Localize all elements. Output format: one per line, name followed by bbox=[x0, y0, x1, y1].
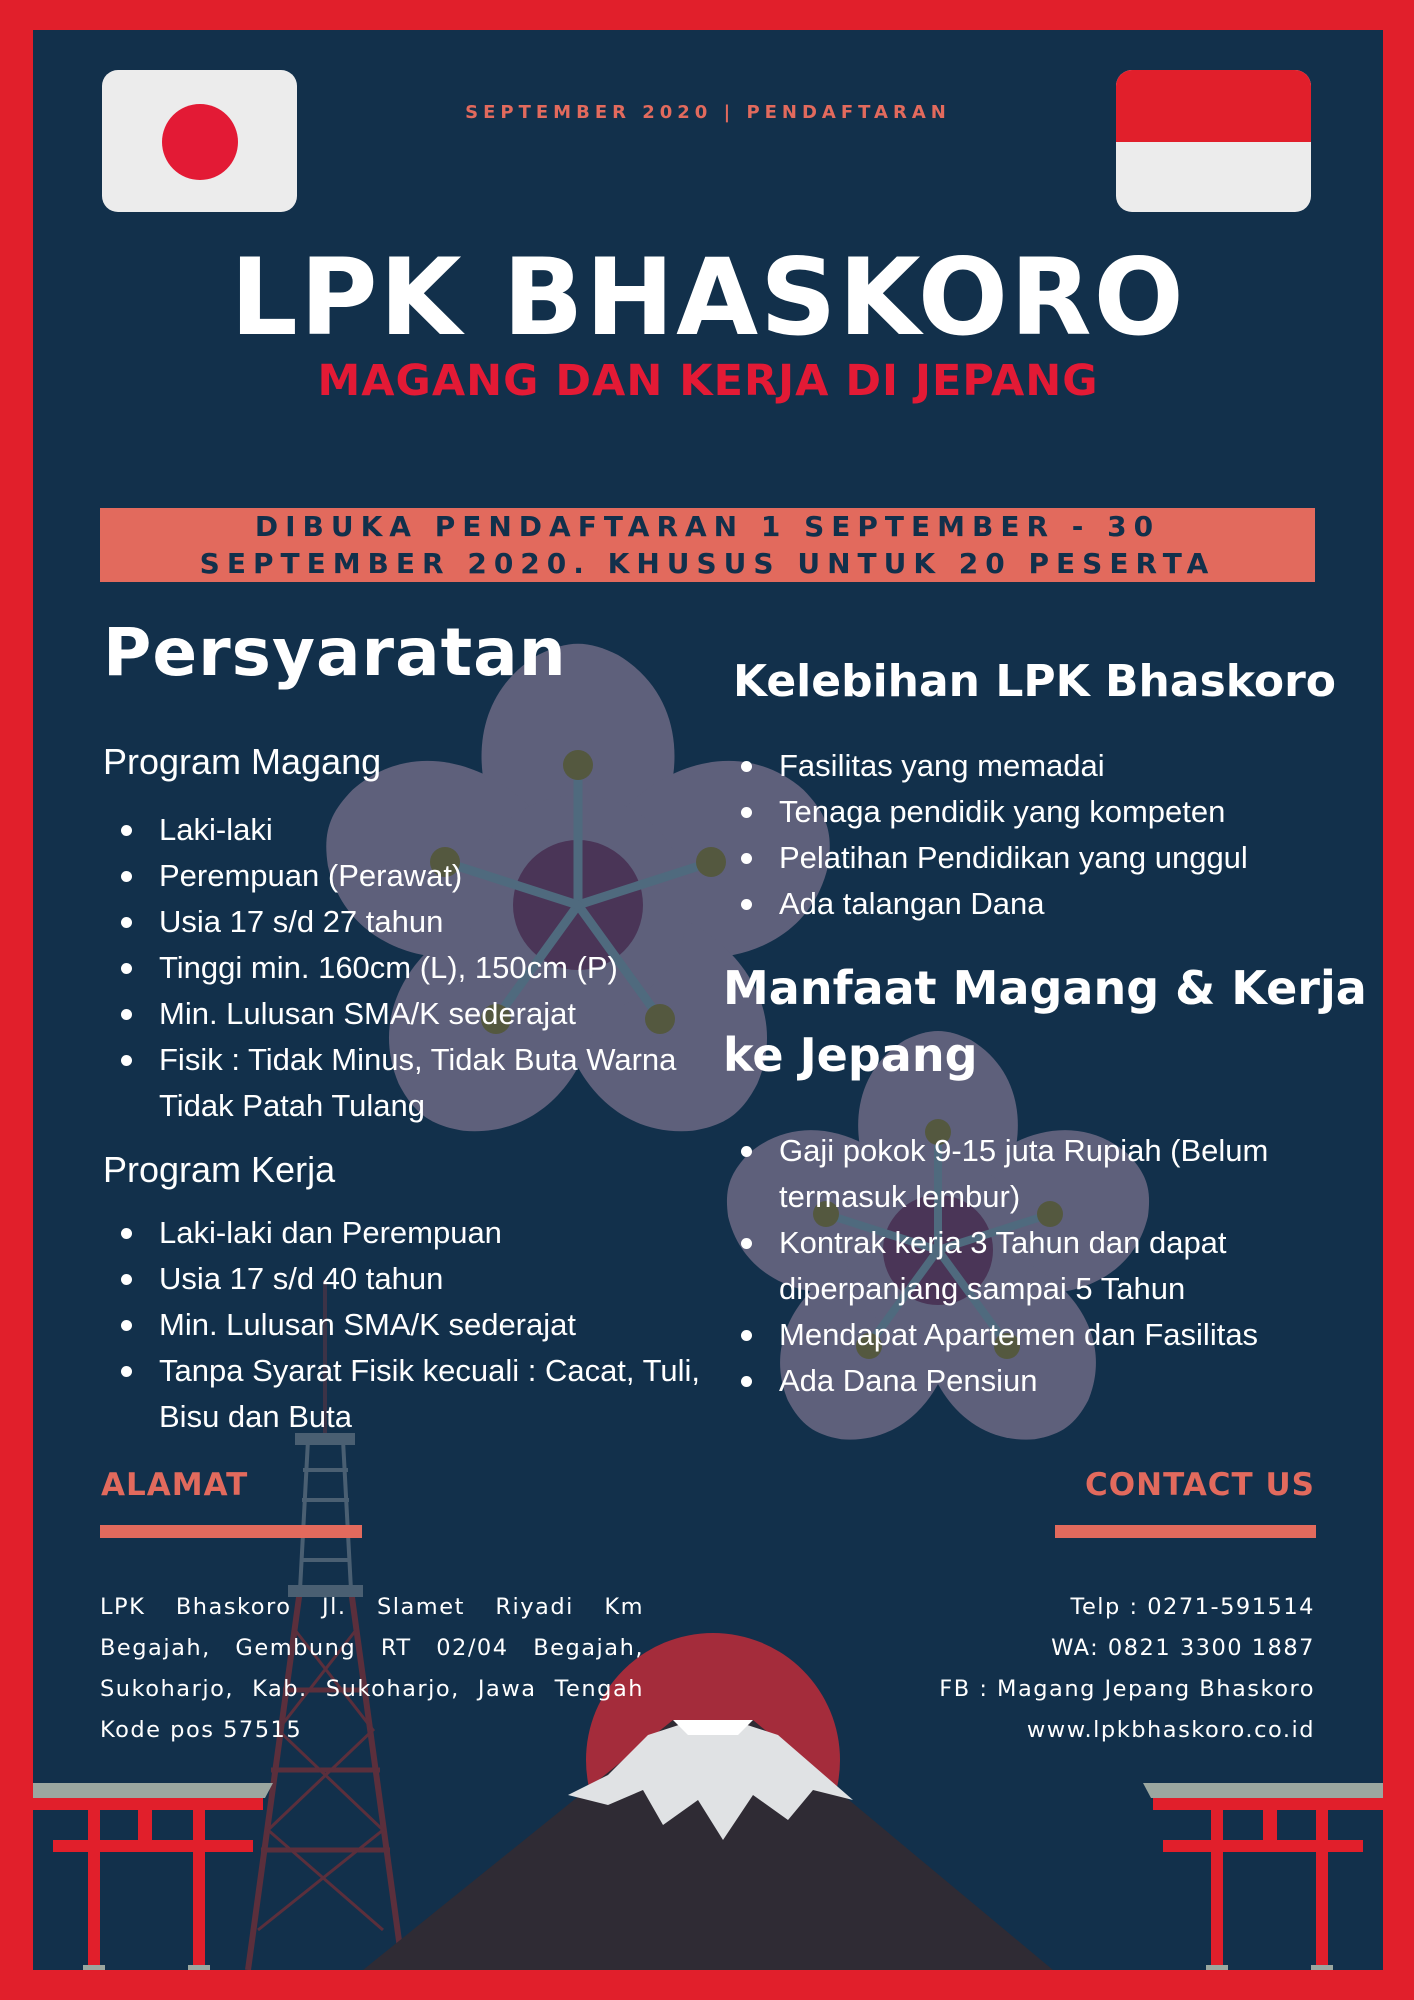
list-item: Fasilitas yang memadai bbox=[723, 743, 1363, 789]
contact-phone[interactable]: Telp : 0271-591514 bbox=[1070, 1594, 1315, 1620]
list-item: Ada Dana Pensiun bbox=[723, 1358, 1353, 1404]
banner-line: SEPTEMBER 2020. KHUSUS UNTUK 20 PESERTA bbox=[199, 547, 1216, 580]
indonesia-flag-icon bbox=[1116, 70, 1311, 212]
list-item: Usia 17 s/d 27 tahun bbox=[103, 899, 743, 945]
list-item: Gaji pokok 9-15 juta Rupiah (Belum termasuk lembur) bbox=[723, 1128, 1353, 1220]
advantages-heading: Kelebihan LPK Bhaskoro bbox=[733, 656, 1337, 707]
contact-divider bbox=[1055, 1525, 1316, 1538]
requirements-heading: Persyaratan bbox=[103, 614, 567, 691]
contact-facebook[interactable]: FB : Magang Jepang Bhaskoro bbox=[939, 1676, 1315, 1702]
list-item: Usia 17 s/d 40 tahun bbox=[103, 1256, 703, 1302]
torii-gate-left-icon bbox=[33, 1783, 273, 1970]
contact-title: CONTACT US bbox=[1085, 1467, 1315, 1503]
magang-requirements-list bbox=[103, 807, 743, 1129]
list-item: Ada talangan Dana bbox=[723, 881, 1363, 927]
list-item: Laki-laki dan Perempuan bbox=[103, 1210, 703, 1256]
date-line: SEPTEMBER 2020 | PENDAFTARAN bbox=[465, 102, 951, 123]
kerja-program-title: Program Kerja bbox=[103, 1149, 336, 1190]
contact-info bbox=[755, 1587, 1315, 1751]
kerja-requirements-list bbox=[103, 1210, 703, 1440]
list-item: Tenaga pendidik yang kompeten bbox=[723, 789, 1363, 835]
list-item: Fisik : Tidak Minus, Tidak Buta Warna Tidak Patah Tulang bbox=[103, 1037, 743, 1129]
address-divider bbox=[100, 1525, 362, 1538]
mount-fuji-icon bbox=[363, 1720, 1053, 1970]
magang-program-title: Program Magang bbox=[103, 741, 382, 782]
list-item: Pelatihan Pendidikan yang unggul bbox=[723, 835, 1363, 881]
list-item: Perempuan (Perawat) bbox=[103, 853, 743, 899]
address-title: ALAMAT bbox=[101, 1467, 249, 1503]
list-item: Tanpa Syarat Fisik kecuali : Cacat, Tuli, Bisu dan Buta bbox=[103, 1348, 703, 1440]
benefits-heading: Manfaat Magang & Kerja ke Jepang bbox=[723, 961, 1367, 1082]
address-text: LPK Bhaskoro Jl. Slamet Riyadi Km Begajah, Gembung RT 02/04 Begajah, Sukoharjo, Kab. Sukoharjo, Jawa Tengah Kode pos 57515 bbox=[100, 1594, 644, 1743]
list-item: Tinggi min. 160cm (L), 150cm (P) bbox=[103, 945, 743, 991]
banner-line: DIBUKA PENDAFTARAN 1 SEPTEMBER - 30 bbox=[254, 510, 1161, 543]
page-subtitle: MAGANG DAN KERJA DI JEPANG bbox=[317, 356, 1099, 406]
registration-banner bbox=[100, 508, 1315, 582]
torii-gate-right-icon bbox=[1143, 1783, 1383, 1970]
list-item: Min. Lulusan SMA/K sederajat bbox=[103, 991, 743, 1037]
contact-website[interactable]: www.lpkbhaskoro.co.id bbox=[1026, 1717, 1315, 1743]
page-title: LPK BHASKORO bbox=[230, 236, 1186, 359]
benefits-list bbox=[723, 1128, 1353, 1404]
list-item: Mendapat Apartemen dan Fasilitas bbox=[723, 1312, 1353, 1358]
contact-whatsapp[interactable]: WA: 0821 3300 1887 bbox=[1051, 1635, 1315, 1661]
list-item: Laki-laki bbox=[103, 807, 743, 853]
list-item: Kontrak kerja 3 Tahun dan dapat diperpanjang sampai 5 Tahun bbox=[723, 1220, 1353, 1312]
list-item: Min. Lulusan SMA/K sederajat bbox=[103, 1302, 703, 1348]
japan-flag-icon bbox=[102, 70, 297, 212]
advantages-list bbox=[723, 743, 1363, 927]
poster bbox=[33, 30, 1383, 1970]
